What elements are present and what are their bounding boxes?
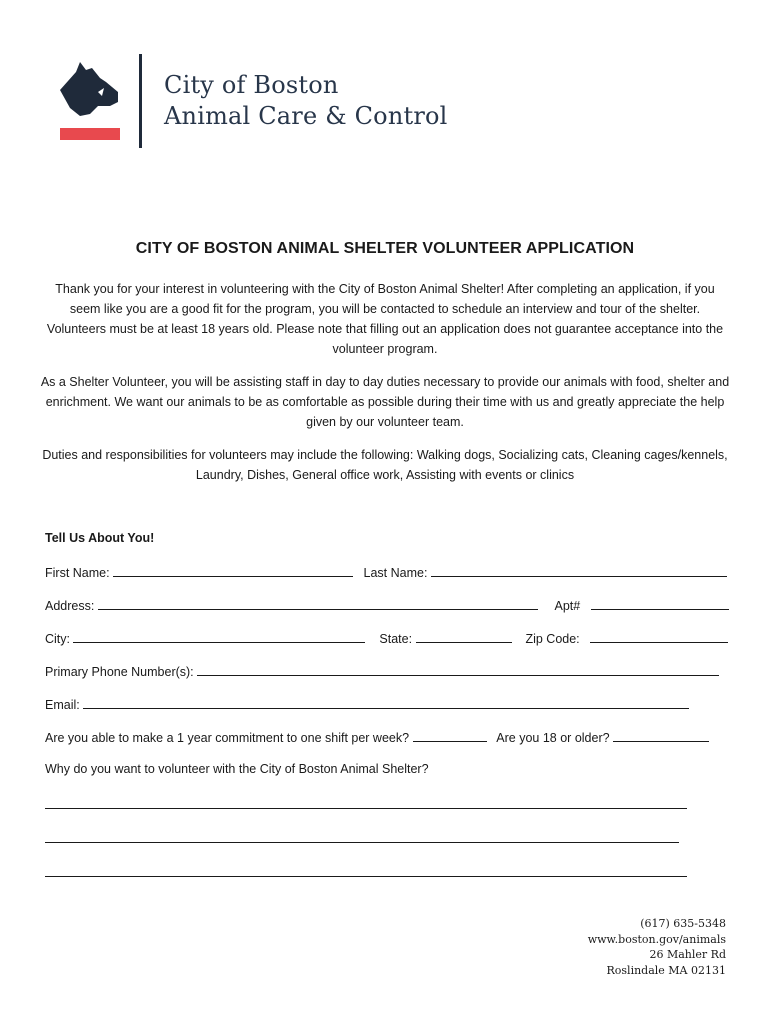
first-name-field[interactable] [113, 564, 353, 577]
state-field[interactable] [416, 630, 512, 643]
commitment-row [45, 729, 709, 745]
intro-paragraph-3: Duties and responsibilities for volunteers may include the following: Walking dogs, Socializing cats, Cleaning cages/kennels, Laundry, Dishes, General office work, Assisting with events or clinics [42, 448, 728, 482]
logo-divider [139, 54, 142, 148]
email-row [45, 696, 689, 712]
why-answer-line-2[interactable] [45, 842, 679, 843]
first-name-label: First Name: [45, 566, 110, 580]
contact-block [588, 916, 726, 978]
apt-label: Apt# [554, 599, 581, 613]
email-field[interactable] [83, 696, 689, 709]
org-name-line2: Animal Care & Control [164, 102, 448, 130]
contact-city: Roslindale MA 02131 [606, 963, 726, 977]
state-label: State: [379, 632, 413, 646]
city-label: City: [45, 632, 70, 646]
contact-street: 26 Mahler Rd [649, 948, 726, 961]
boston-animal-logo-icon [58, 58, 122, 142]
zip-field[interactable] [590, 630, 728, 643]
intro-paragraph-1: Thank you for your interest in volunteering with the City of Boston Animal Shelter! After completing an application, if you seem like you are a good fit for the program, you will be contacted to schedule an interview and tour of the shelter. Volunteers must be at least 18 years old. Please note that filling out an application does not guarantee acceptance into the volunteer program. [46, 282, 724, 356]
city-field[interactable] [73, 630, 365, 643]
commitment-field[interactable] [413, 729, 487, 742]
email-label: Email: [45, 698, 80, 712]
org-name-line1: City of Boston [164, 71, 339, 99]
commitment-label: Are you able to make a 1 year commitment to one shift per week? [45, 731, 410, 745]
address-row [45, 597, 729, 613]
name-row [45, 564, 727, 580]
section-title: Tell Us About You! [45, 531, 155, 545]
age-label: Are you 18 or older? [496, 731, 610, 745]
why-answer-line-1[interactable] [45, 808, 687, 809]
address-field[interactable] [98, 597, 538, 610]
address-label: Address: [45, 599, 95, 613]
why-answer-line-3[interactable] [45, 876, 687, 877]
page-title: CITY OF BOSTON ANIMAL SHELTER VOLUNTEER APPLICATION [135, 240, 635, 257]
contact-phone: (617) 635-5348 [640, 917, 726, 930]
dog-head-icon [60, 62, 118, 116]
contact-website: www.boston.gov/animals [587, 932, 726, 946]
last-name-label: Last Name: [363, 566, 428, 580]
city-row [45, 630, 728, 646]
apt-field[interactable] [591, 597, 729, 610]
logo-accent-bar [60, 128, 120, 140]
phone-label: Primary Phone Number(s): [45, 665, 194, 679]
phone-row [45, 663, 719, 679]
age-field[interactable] [613, 729, 709, 742]
phone-field[interactable] [197, 663, 719, 676]
zip-label: Zip Code: [525, 632, 580, 646]
why-label: Why do you want to volunteer with the City of Boston Animal Shelter? [45, 762, 429, 776]
intro-paragraph-2: As a Shelter Volunteer, you will be assisting staff in day to day duties necessary to provide our animals with food, shelter and enrichment. We want our animals to be as comfortable as possible during their time with us and greatly appreciate the help given by our volunteer team. [40, 375, 730, 429]
last-name-field[interactable] [431, 564, 727, 577]
org-name [164, 70, 448, 132]
